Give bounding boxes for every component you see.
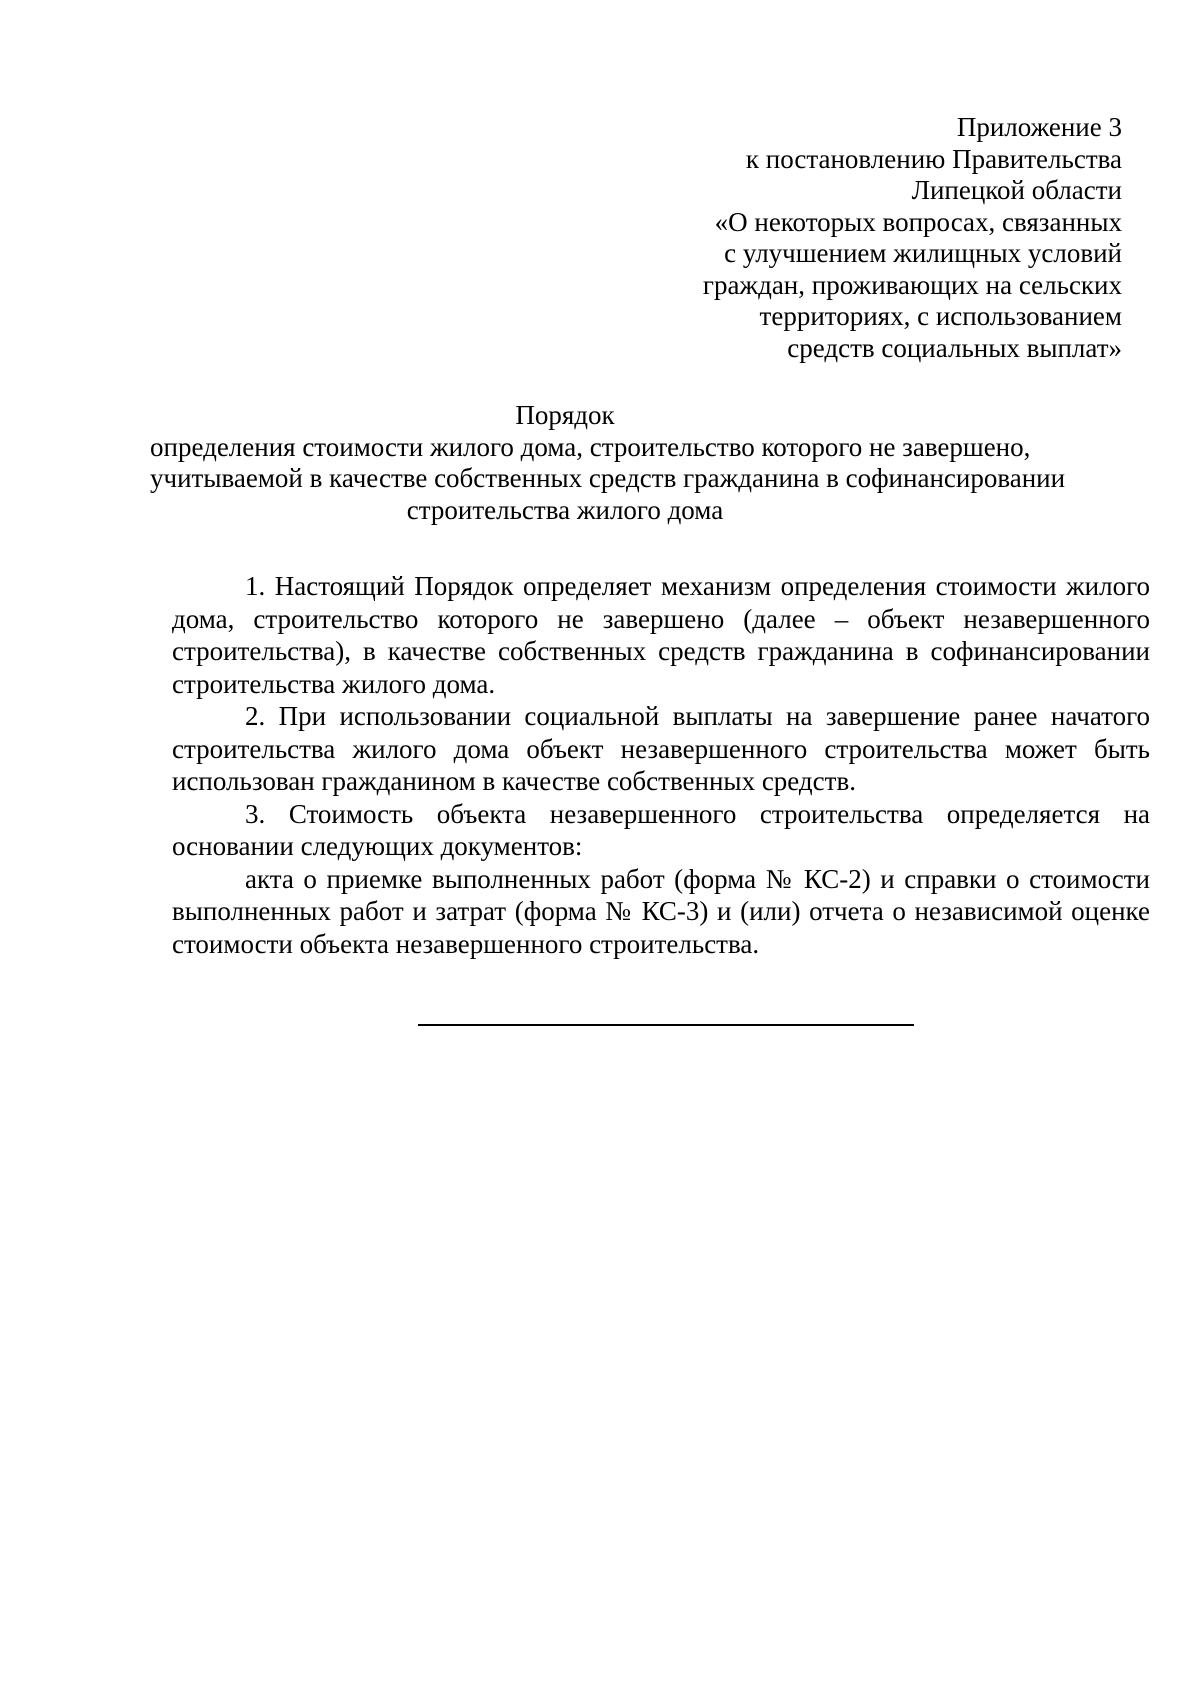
title-line: определения стоимости жилого дома, строительство которого не завершено, — [150, 431, 1031, 462]
annex-line: «О некоторых вопросах, связанных — [714, 206, 1122, 237]
annex-line: территориях, с использованием — [759, 301, 1122, 331]
title-line: строительства жилого дома — [406, 494, 724, 525]
title-heading: Порядок — [515, 400, 615, 430]
end-separator-line — [418, 1024, 914, 1026]
annex-line: Липецкой области — [911, 175, 1122, 205]
paragraph-2: 2. При использовании социальной выплаты на завершение ранее начатого строительства жилого дома объект незавершенного строительства может быть использован гражданином в качестве собственных средств. — [172, 701, 1150, 796]
title-line: учитываемой в качестве собственных средств гражданина в софинансировании — [150, 463, 1066, 493]
annex-line: граждан, проживающих на сельских — [702, 269, 1122, 300]
paragraph-3: 3. Стоимость объекта незавершенного строительства определяется на основании следующих документов: — [172, 798, 1150, 861]
annex-line: к постановлению Правительства — [745, 143, 1122, 174]
document-title — [150, 400, 1066, 526]
document-body — [172, 570, 1150, 960]
annex-line: с улучшением жилищных условий — [724, 238, 1122, 268]
annex-line: средств социальных выплат» — [787, 332, 1122, 363]
annex-line: Приложение 3 — [956, 112, 1122, 142]
paragraph-1: 1. Настоящий Порядок определяет механизм определения стоимости жилого дома, строительство которого не завершено (далее – объект незавершенного строительства), в качестве собственных средств гражданина в софинансировании строительства жилого дома. — [172, 571, 1150, 699]
paragraph-3-documents: акта о приемке выполненных работ (форма № КС-2) и справки о стоимости выполненных работ и затрат (форма № КС-3) и (или) отчета о независимой оценке стоимости объекта незавершенного строительства. — [172, 863, 1150, 959]
annex-reference — [562, 112, 1122, 364]
